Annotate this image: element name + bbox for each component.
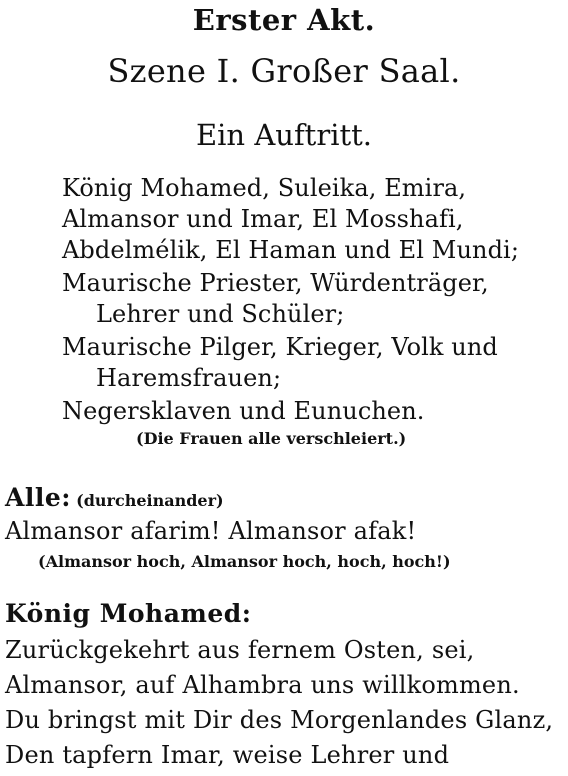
- act-heading: Erster Akt.: [192, 3, 376, 37]
- cast-line: Negersklaven und Eunuchen.: [62, 397, 425, 425]
- speaker-name: König Mohamed:: [5, 599, 252, 628]
- speaker-name: Alle:: [5, 483, 72, 512]
- translation-note: (Almansor hoch, Almansor hoch, hoch, hoch!): [38, 552, 451, 571]
- verse-line: Zurückgekehrt aus fernem Osten, sei,: [5, 636, 475, 664]
- cast-line: Almansor und Imar, El Mosshafi,: [62, 205, 464, 233]
- verse-line: Almansor, auf Alhambra uns willkommen.: [5, 671, 520, 699]
- verse-line: Den tapfern Imar, weise Lehrer und: [5, 741, 450, 769]
- cast-line: Abdelmélik, El Haman und El Mundi;: [62, 236, 520, 264]
- cast-line: Maurische Priester, Würdenträger,: [62, 269, 489, 297]
- speaker-line: [5, 485, 224, 510]
- verse-line: Du bringst mit Dir des Morgenlandes Glanz,: [5, 706, 554, 734]
- verse-line: Almansor afarim! Almansor afak!: [5, 517, 417, 545]
- scene-heading: Szene I. Großer Saal.: [107, 52, 461, 90]
- cast-note: (Die Frauen alle verschleiert.): [136, 429, 407, 448]
- cast-line: König Mohamed, Suleika, Emira,: [62, 174, 467, 202]
- cast-line: Lehrer und Schüler;: [96, 300, 345, 328]
- stage-direction: (durcheinander): [76, 491, 224, 510]
- cast-line: Maurische Pilger, Krieger, Volk und: [62, 333, 498, 361]
- entry-heading: Ein Auftritt.: [195, 118, 372, 152]
- cast-line: Haremsfrauen;: [96, 364, 282, 392]
